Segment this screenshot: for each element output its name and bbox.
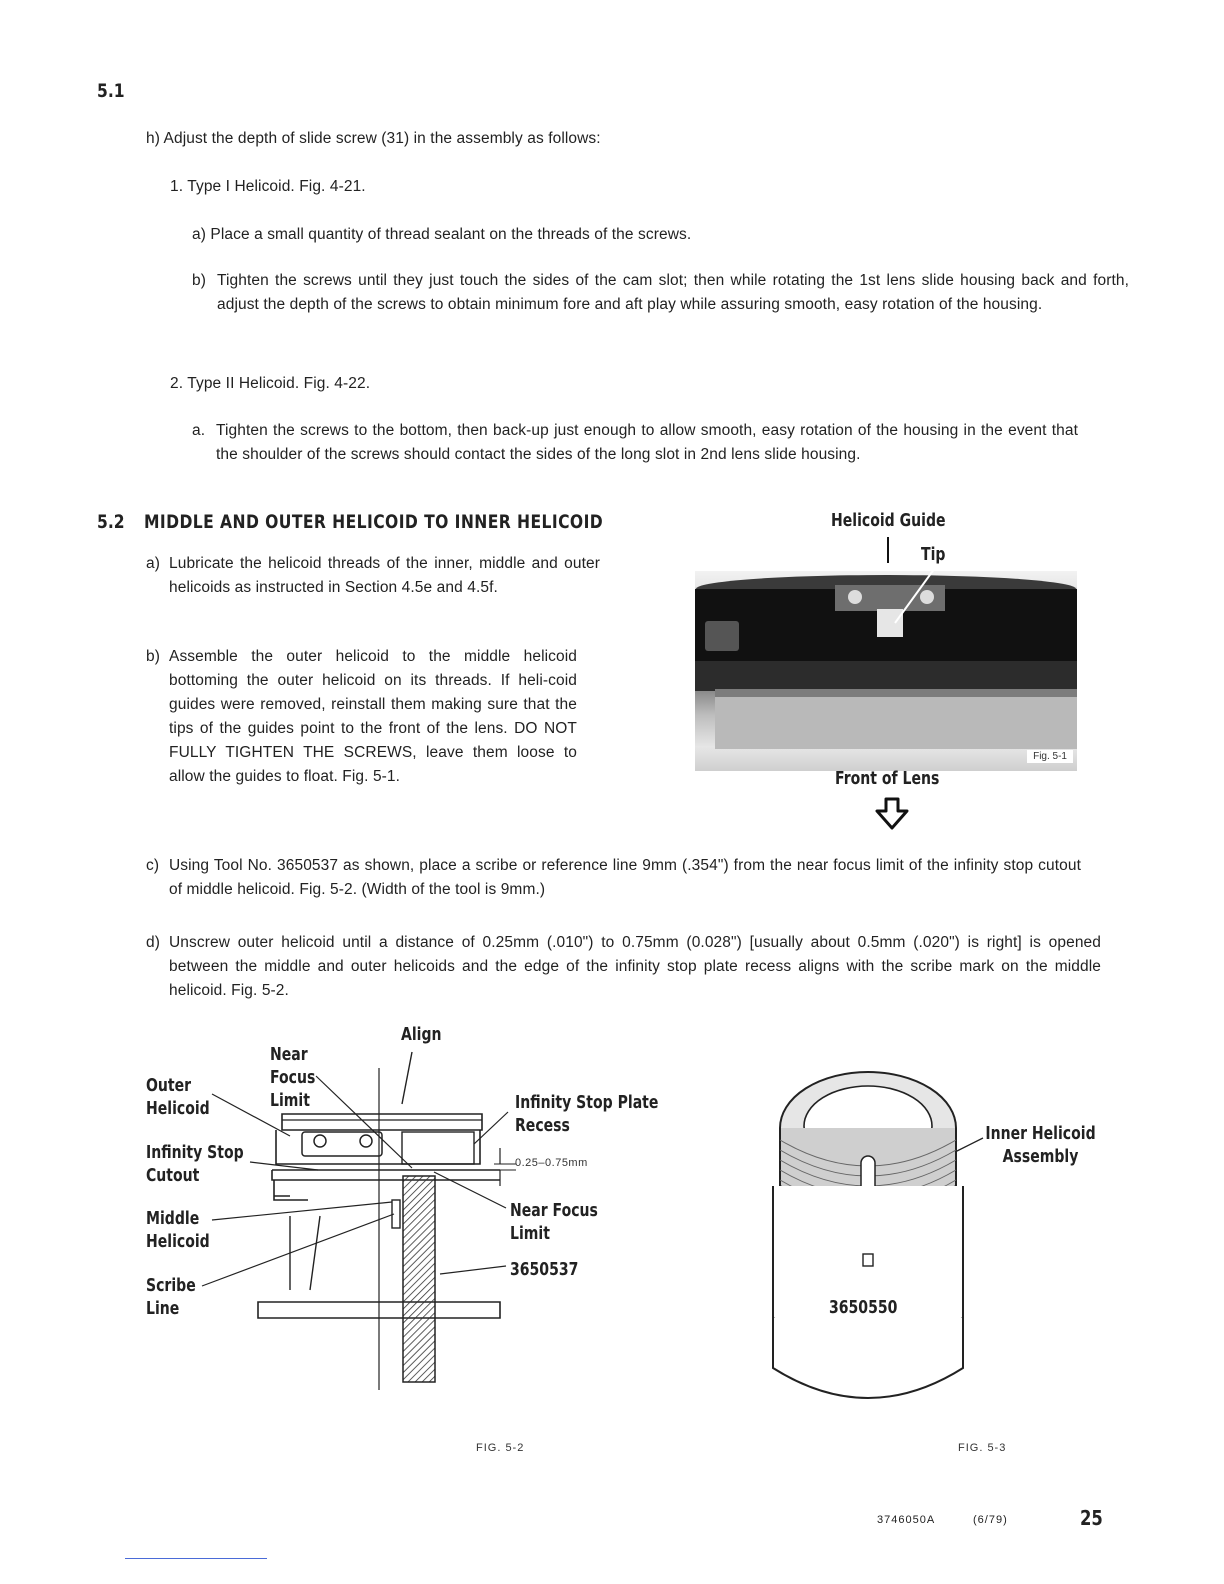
screw-left [314,1135,326,1147]
middle-helicoid-edge [715,689,1077,697]
label-tool-3650550: 3650550 [829,1297,898,1318]
footnote-rule [125,1558,267,1559]
guide-tip [877,609,903,637]
fig-5-2-caption: FIG. 5-2 [476,1442,525,1454]
middle-helicoid-body [715,689,1077,749]
step-a: Lubricate the helicoid threads of the inner, middle and outer helicoids as instructed in Section 4.5e and 4.5f. [169,555,600,596]
side-detail [705,621,739,651]
infinity-stop-recess [402,1132,474,1164]
leader-recess [474,1112,508,1144]
label-near-focus-limit-right: Near Focus Limit [510,1200,598,1244]
label-front-of-lens: Front of Lens [835,768,940,789]
label-outer-helicoid: Outer Helicoid [146,1075,210,1119]
guide-pointer-line [887,537,889,563]
outer-helicoid-top [282,1114,482,1130]
page-number: 25 [1080,1506,1103,1530]
section-number-5-2: 5.2 [97,511,125,533]
type1-step-b: Tighten the screws until they just touch the sides of the cam slot; then while rotating the 1st lens slide housing back and forth, adjust the depth of the screws to obtain minimum fore and aft play while assuring smooth, easy rotation of the housing. [217,272,1129,313]
lower-band [695,661,1077,691]
type2-step-a-prefix: a. [192,422,206,439]
leader-middle-helicoid [212,1202,392,1220]
type1-step-a: a) Place a small quantity of thread sealant on the threads of the screws. [192,226,692,243]
step-b-prefix: b) [146,648,160,665]
step-c-prefix: c) [146,857,160,874]
type1-step-b-prefix: b) [192,272,206,289]
guide-screw-left [848,590,862,604]
step-d-prefix: d) [146,934,160,951]
leader-tool [440,1266,506,1274]
leader-align [402,1052,412,1104]
step-b: Assemble the outer helicoid to the middle helicoid bottoming the outer helicoid on its threads. If heli-coid guides were removed, reinstall them making sure that the tips of the guides point to the front of the lens. DO NOT FULLY TIGHTEN THE SCREWS, leave them loose to allow the guides to float. Fig. 5-1. [169,648,577,785]
type2-heading: 2. Type II Helicoid. Fig. 4-22. [170,375,371,392]
label-gap-dimension: 0.25–0.75mm [515,1157,588,1169]
figure-5-1 [693,505,1079,835]
step-h: h) Adjust the depth of slide screw (31) in the assembly as follows: [146,130,601,147]
label-tool-3650537: 3650537 [510,1259,579,1280]
step-d: Unscrew outer helicoid until a distance of 0.25mm (.010") to 0.75mm (0.028") [usually about 0.5mm (.020") is right] is opened between the middle and outer helicoids and the edge of the infinity stop plate recess aligns with the scribe mark on the middle helicoid. Fig. 5-2. [169,934,1101,999]
step-a-prefix: a) [146,555,160,572]
step-c: Using Tool No. 3650537 as shown, place a scribe or reference line 9mm (.354") from the near focus limit of the infinity stop cutout of middle helicoid. Fig. 5-2. (Width of the tool is 9mm.) [169,857,1081,898]
label-align: Align [401,1024,442,1045]
tool-pin [863,1254,873,1266]
screw-right [360,1135,372,1147]
figure-5-3-drawing [765,1068,985,1438]
label-middle-helicoid: Middle Helicoid [146,1208,210,1252]
section-number-5-1: 5.1 [97,80,125,102]
helicoid-photo-drawing [695,571,1077,771]
type1-heading: 1. Type I Helicoid. Fig. 4-21. [170,178,366,195]
label-tip: Tip [921,544,946,565]
leader-near-focus-right [434,1172,506,1208]
tool-3650537 [403,1176,435,1382]
label-infinity-stop-plate-recess: Infinity Stop Plate Recess [515,1092,659,1136]
helicoid-photo [695,571,1077,771]
label-helicoid-guide: Helicoid Guide [831,510,946,531]
middle-helicoid-band [272,1170,500,1180]
guide-screw-right [920,590,934,604]
doc-number: 3746050A [877,1514,936,1526]
fig-5-3-caption: FIG. 5-3 [958,1442,1007,1454]
middle-helicoid-wall [290,1216,320,1290]
middle-helicoid-step [274,1180,308,1200]
label-infinity-stop-cutout: Infinity Stop Cutout [146,1142,244,1186]
label-inner-helicoid-assembly: Inner Helicoid Assembly [985,1123,1096,1167]
section-title-5-2: MIDDLE AND OUTER HELICOID TO INNER HELICOID [144,511,604,533]
down-arrow-icon [875,797,909,831]
label-scribe-line: Scribe Line [146,1275,196,1319]
type2-step-a: Tighten the screws to the bottom, then back-up just enough to allow smooth, easy rotation of the housing in the event that the shoulder of the screws should contact the sides of the long slot in 2nd lens slide housing. [216,422,1078,463]
leader-inner-helicoid [955,1138,983,1152]
fig-5-1-caption: Fig. 5-1 [1027,750,1073,763]
leader-scribe-line [202,1214,394,1286]
leader-infinity-cutout [250,1162,318,1170]
doc-date: (6/79) [973,1514,1008,1526]
label-near-focus-limit-top: Near Focus Limit [270,1044,316,1111]
tool-base [773,1318,963,1398]
